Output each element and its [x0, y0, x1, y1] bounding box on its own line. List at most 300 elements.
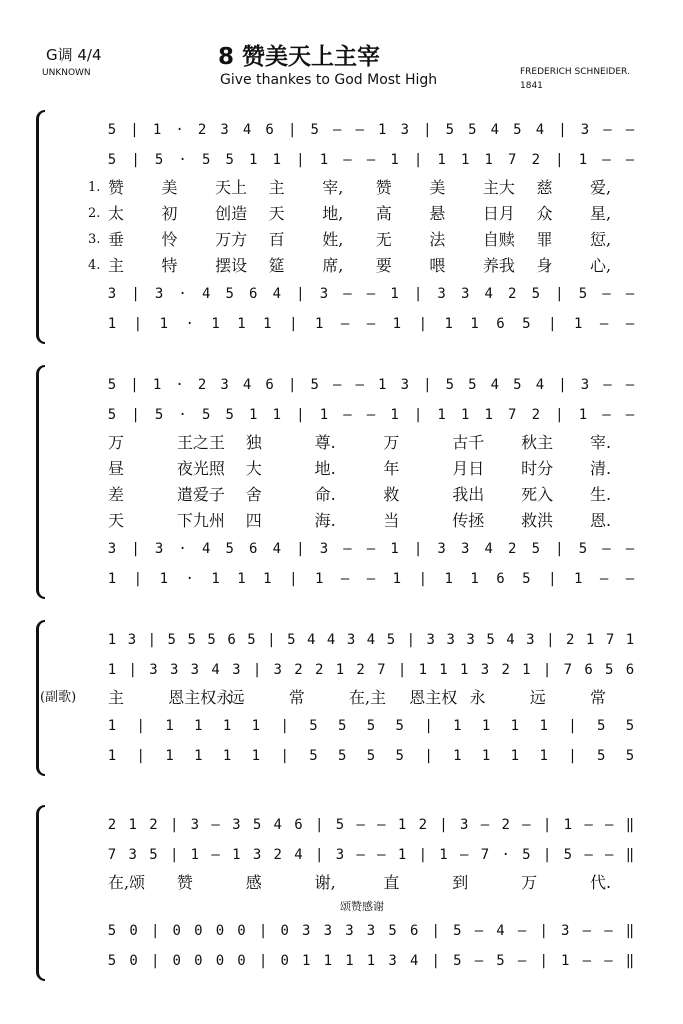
lyric-syllable: 万: [521, 873, 538, 892]
lyric-syllable: 赞: [375, 178, 392, 197]
jianpu-note: 3: [107, 541, 117, 557]
verse-number: 1.: [88, 180, 101, 195]
lyric-syllable: 常: [590, 688, 607, 707]
jianpu-note: —: [603, 122, 612, 138]
jianpu-note: |: [280, 718, 289, 734]
jianpu-note: 7: [107, 847, 117, 863]
jianpu-note: 4: [294, 847, 303, 863]
jianpu-note: 5: [563, 847, 573, 863]
jianpu-note: 3: [128, 847, 137, 863]
jianpu-note: 6: [249, 286, 258, 302]
jianpu-note: ‖: [625, 923, 635, 939]
jianpu-note: 1: [510, 718, 520, 734]
lyric-syllable: 养我: [482, 256, 515, 275]
jianpu-note: 3: [323, 923, 333, 939]
notation-row: [0, 946, 683, 976]
lyric-syllable: 主: [108, 688, 125, 707]
lyric-syllable: 喂: [429, 256, 446, 275]
lyric-syllable: 主: [268, 178, 285, 197]
jianpu-note: —: [474, 953, 484, 969]
jianpu-note: |: [130, 122, 139, 138]
jianpu-note: 1: [159, 316, 169, 332]
jianpu-note: |: [555, 407, 564, 423]
jianpu-note: 1: [390, 152, 399, 168]
lyric-syllable: 在,颂: [108, 873, 146, 892]
jianpu-note: 1: [272, 407, 282, 423]
jianpu-note: —: [377, 847, 386, 863]
jianpu-note: 5: [531, 541, 541, 557]
jianpu-note: —: [604, 923, 613, 939]
lyric-syllable: 罪: [536, 230, 553, 249]
lyric-syllable: 在,主: [349, 688, 387, 707]
jianpu-note: 5: [625, 718, 635, 734]
lyric-syllable: 宰,: [322, 178, 344, 197]
jianpu-note: 4: [242, 377, 252, 393]
jianpu-note: 0: [194, 953, 203, 969]
lyric-syllable: 地,: [322, 204, 344, 223]
jianpu-note: 5: [309, 718, 318, 734]
lyric-syllable: 筵: [268, 256, 285, 275]
jianpu-note: —: [625, 152, 635, 168]
jianpu-note: |: [413, 541, 423, 557]
lyric-syllable: 怜: [161, 230, 178, 249]
harmony-lyric: 颂赞感谢: [340, 900, 384, 913]
jianpu-note: 5: [287, 632, 296, 648]
jianpu-note: 3: [149, 662, 158, 678]
jianpu-note: 5: [187, 632, 196, 648]
system-brace: [36, 110, 45, 344]
jianpu-note: ‖: [625, 953, 635, 969]
lyric-syllable: 夜光照: [176, 459, 225, 478]
jianpu-note: |: [131, 152, 140, 168]
jianpu-note: |: [539, 953, 548, 969]
jianpu-note: |: [423, 122, 432, 138]
jianpu-note: —: [522, 817, 531, 833]
jianpu-note: |: [289, 316, 298, 332]
jianpu-note: 5: [107, 923, 117, 939]
lyric-syllable: 自赎: [482, 230, 515, 249]
jianpu-note: 1: [152, 122, 162, 138]
lyric-syllable: 海.: [314, 511, 336, 530]
jianpu-note: —: [603, 377, 612, 393]
jianpu-note: 5: [625, 748, 635, 764]
jianpu-note: |: [413, 152, 423, 168]
jianpu-note: 0: [194, 923, 203, 939]
jianpu-note: 5: [496, 953, 505, 969]
jianpu-note: 3: [466, 632, 475, 648]
jianpu-note: |: [131, 541, 140, 557]
jianpu-note: 1: [335, 662, 345, 678]
jianpu-note: 1: [481, 718, 491, 734]
lyric-syllable: 传拯: [452, 511, 485, 530]
jianpu-note: 2: [418, 817, 428, 833]
jianpu-note: 1: [460, 407, 470, 423]
jianpu-note: |: [539, 923, 548, 939]
lyric-syllable: 太: [108, 204, 125, 223]
jianpu-note: 2: [531, 152, 541, 168]
jianpu-note: |: [131, 407, 140, 423]
jianpu-note: 3: [107, 286, 117, 302]
verse-number: 2.: [88, 206, 101, 221]
jianpu-note: —: [582, 953, 592, 969]
notation-row: [0, 309, 683, 339]
jianpu-note: |: [558, 122, 567, 138]
jianpu-note: |: [413, 286, 423, 302]
jianpu-note: —: [343, 541, 352, 557]
jianpu-note: —: [584, 847, 593, 863]
lyric-syllable: 四: [245, 511, 262, 530]
jianpu-note: 1: [237, 571, 246, 587]
jianpu-note: |: [136, 748, 145, 764]
lyric-syllable: 星,: [590, 204, 612, 223]
jianpu-note: 4: [496, 923, 505, 939]
jianpu-note: 4: [201, 541, 211, 557]
jianpu-note: |: [542, 847, 552, 863]
jianpu-note: |: [314, 817, 324, 833]
jianpu-note: ·: [185, 316, 194, 332]
jianpu-note: 5: [445, 377, 455, 393]
jianpu-note: 1: [378, 377, 387, 393]
jianpu-note: 1: [397, 817, 407, 833]
jianpu-note: |: [418, 847, 428, 863]
jianpu-note: 5: [453, 953, 462, 969]
jianpu-note: 5: [207, 632, 216, 648]
lyric-syllable: 大: [245, 459, 262, 478]
lyric-syllable: 感: [245, 873, 262, 892]
jianpu-note: 3: [437, 286, 446, 302]
lyric-syllable: 天: [108, 511, 125, 530]
jianpu-note: |: [413, 407, 423, 423]
jianpu-note: —: [332, 122, 342, 138]
jianpu-note: 4: [490, 122, 500, 138]
jianpu-note: 3: [252, 847, 262, 863]
lyric-syllable: 天上: [215, 178, 248, 197]
jianpu-note: 3: [460, 286, 470, 302]
jianpu-note: 5: [513, 377, 522, 393]
lyric-syllable: 主大: [482, 178, 515, 197]
jianpu-note: 5: [149, 847, 158, 863]
jianpu-note: 1: [378, 122, 387, 138]
jianpu-note: |: [128, 662, 137, 678]
notation-row: [0, 916, 683, 946]
jianpu-note: —: [355, 122, 364, 138]
lyric-syllable: 赞: [176, 873, 193, 892]
jianpu-note: 3: [127, 632, 137, 648]
jianpu-note: 1: [211, 571, 220, 587]
jianpu-note: |: [568, 718, 577, 734]
jianpu-note: 2: [197, 377, 207, 393]
jianpu-note: —: [356, 817, 365, 833]
jianpu-note: 1: [345, 953, 354, 969]
lyric-syllable: 爱,: [590, 178, 612, 197]
jianpu-note: 3: [346, 632, 356, 648]
jianpu-note: 1: [107, 662, 117, 678]
jianpu-note: 2: [149, 817, 158, 833]
jianpu-note: —: [340, 316, 350, 332]
notation-row: [0, 711, 683, 741]
jianpu-note: 1: [165, 748, 174, 764]
jianpu-note: 3: [220, 122, 229, 138]
jianpu-note: 6: [625, 662, 635, 678]
jianpu-note: 5: [225, 286, 234, 302]
jianpu-note: 1: [453, 718, 462, 734]
jianpu-note: |: [296, 152, 305, 168]
jianpu-note: 5: [522, 571, 531, 587]
notation-row: [0, 115, 683, 145]
lyric-syllable: 死入: [521, 485, 554, 504]
jianpu-note: —: [602, 152, 611, 168]
lyric-syllable: 美: [429, 178, 446, 197]
jianpu-note: |: [258, 923, 268, 939]
jianpu-note: |: [418, 316, 428, 332]
lyric-syllable: 主: [108, 256, 125, 275]
lyric-syllable: 摆设: [215, 256, 248, 275]
jianpu-note: —: [366, 316, 376, 332]
jianpu-note: 5: [107, 953, 117, 969]
jianpu-note: 6: [227, 632, 236, 648]
jianpu-note: ·: [178, 541, 187, 557]
lyric-syllable: 王之王: [176, 433, 225, 452]
jianpu-note: 1: [390, 407, 399, 423]
jianpu-note: 1: [107, 718, 117, 734]
verse-number: 4.: [88, 258, 101, 273]
jianpu-note: |: [133, 571, 143, 587]
jianpu-note: 3: [388, 953, 397, 969]
jianpu-note: —: [340, 571, 350, 587]
jianpu-note: ·: [501, 847, 510, 863]
lyric-syllable: 要: [375, 256, 392, 275]
jianpu-note: 1: [319, 407, 329, 423]
jianpu-note: 4: [273, 817, 282, 833]
jianpu-note: ·: [178, 152, 187, 168]
jianpu-note: |: [289, 571, 298, 587]
jianpu-note: —: [602, 286, 611, 302]
jianpu-note: 6: [584, 662, 593, 678]
jianpu-note: —: [343, 286, 352, 302]
jianpu-note: 4: [242, 122, 252, 138]
jianpu-note: 1: [263, 571, 272, 587]
jianpu-note: 1: [190, 847, 200, 863]
lyric-syllable: 愆,: [590, 230, 612, 249]
jianpu-note: 1: [194, 748, 203, 764]
jianpu-note: 3: [273, 662, 282, 678]
jianpu-note: 5: [107, 152, 117, 168]
jianpu-note: 7: [563, 662, 573, 678]
jianpu-note: 1: [272, 152, 282, 168]
jianpu-note: 1: [561, 953, 570, 969]
jianpu-note: —: [625, 571, 635, 587]
jianpu-note: 0: [215, 953, 225, 969]
jianpu-note: 2: [566, 632, 575, 648]
jianpu-note: |: [287, 377, 297, 393]
jianpu-note: 1: [481, 748, 491, 764]
lyric-syllable: 月日: [452, 459, 485, 478]
jianpu-note: 0: [280, 953, 289, 969]
jianpu-note: 2: [508, 541, 517, 557]
hymn-subtitle: Give thankes to God Most High: [220, 72, 438, 88]
jianpu-note: 1: [222, 748, 232, 764]
jianpu-note: —: [480, 817, 490, 833]
jianpu-note: 3: [335, 847, 345, 863]
jianpu-note: |: [555, 152, 564, 168]
jianpu-note: 6: [496, 571, 505, 587]
jianpu-note: 2: [501, 662, 510, 678]
jianpu-note: 5: [225, 541, 234, 557]
jianpu-note: 3: [400, 377, 409, 393]
jianpu-note: |: [136, 718, 145, 734]
jianpu-note: 1: [578, 152, 588, 168]
jianpu-note: 1: [366, 953, 376, 969]
jianpu-note: —: [582, 923, 592, 939]
jianpu-note: —: [625, 377, 635, 393]
jianpu-note: 5: [388, 923, 397, 939]
jianpu-note: ‖: [625, 817, 635, 833]
jianpu-note: 1: [107, 632, 117, 648]
jianpu-note: 5: [154, 407, 164, 423]
jianpu-note: 5: [395, 748, 404, 764]
lyric-syllable: 年: [383, 459, 400, 478]
jianpu-note: 1: [392, 571, 402, 587]
notation-row: [0, 564, 683, 594]
jianpu-note: |: [280, 748, 289, 764]
jianpu-note: 3: [190, 662, 200, 678]
jianpu-note: 2: [356, 662, 365, 678]
jianpu-note: 1: [510, 748, 520, 764]
jianpu-note: 3: [319, 286, 329, 302]
jianpu-note: 2: [107, 817, 117, 833]
system-brace: [36, 365, 45, 599]
lyric-syllable: 众: [536, 204, 553, 223]
jianpu-note: ·: [178, 407, 187, 423]
jianpu-note: 1: [439, 847, 448, 863]
notation-row: [0, 625, 683, 655]
jianpu-note: 1: [539, 748, 548, 764]
jianpu-note: 5: [386, 632, 396, 648]
jianpu-note: |: [258, 953, 268, 969]
jianpu-note: 5: [531, 286, 541, 302]
jianpu-note: |: [548, 571, 557, 587]
lyric-syllable: 到: [452, 873, 469, 892]
jianpu-note: 1: [470, 316, 479, 332]
lyric-syllable: 差: [108, 485, 125, 504]
jianpu-note: 1: [107, 748, 117, 764]
jianpu-note: ‖: [625, 847, 635, 863]
lyric-syllable: 独: [245, 433, 262, 452]
jianpu-note: 4: [506, 632, 515, 648]
jianpu-note: 4: [211, 662, 220, 678]
jianpu-note: |: [252, 662, 262, 678]
lyric-syllable: 美: [161, 178, 178, 197]
jianpu-note: 1: [390, 541, 399, 557]
jianpu-note: —: [599, 316, 609, 332]
jianpu-note: 1: [460, 662, 469, 678]
jianpu-note: 1: [437, 407, 446, 423]
jianpu-note: 6: [265, 377, 274, 393]
jianpu-note: 3: [169, 662, 179, 678]
jianpu-note: 5: [201, 152, 211, 168]
lyric-syllable: 舍: [245, 485, 262, 504]
jianpu-note: 3: [220, 377, 229, 393]
jianpu-note: 1: [539, 718, 548, 734]
jianpu-note: 1: [563, 817, 573, 833]
jianpu-note: 5: [167, 632, 176, 648]
jianpu-note: 1: [165, 718, 174, 734]
jianpu-note: |: [267, 632, 276, 648]
author-label: UNKNOWN: [42, 68, 91, 78]
jianpu-note: 4: [484, 541, 493, 557]
jianpu-note: 3: [580, 122, 590, 138]
jianpu-note: 1: [251, 718, 261, 734]
jianpu-note: |: [431, 923, 440, 939]
jianpu-note: 3: [580, 377, 590, 393]
lyric-syllable: 谢,: [314, 873, 336, 892]
jianpu-note: —: [625, 407, 635, 423]
lyric-syllable: 身: [536, 256, 553, 275]
jianpu-note: —: [605, 817, 614, 833]
jianpu-note: |: [568, 748, 577, 764]
jianpu-note: 3: [561, 923, 570, 939]
jianpu-note: 2: [294, 662, 303, 678]
jianpu-note: 3: [460, 817, 469, 833]
jianpu-note: 6: [496, 316, 505, 332]
lyric-syllable: 垂: [108, 230, 125, 249]
jianpu-note: 2: [531, 407, 541, 423]
jianpu-note: 3: [426, 632, 435, 648]
lyric-syllable: 无: [375, 230, 392, 249]
jianpu-note: |: [555, 541, 564, 557]
jianpu-note: 1: [573, 571, 583, 587]
jianpu-note: 5: [453, 923, 462, 939]
lyric-syllable: 创造: [215, 204, 248, 223]
lyric-syllable: 昼: [108, 459, 125, 478]
jianpu-note: |: [542, 817, 552, 833]
lyric-syllable: 百: [268, 230, 285, 249]
lyric-syllable: 慈: [536, 178, 553, 197]
lyric-syllable: 席,: [322, 256, 344, 275]
jianpu-note: 4: [272, 541, 282, 557]
jianpu-note: 5: [310, 377, 319, 393]
jianpu-note: 1: [159, 571, 169, 587]
lyric-syllable: 万: [108, 433, 125, 452]
notation-row: [0, 810, 683, 840]
jianpu-note: —: [517, 923, 527, 939]
jianpu-note: |: [397, 662, 407, 678]
jianpu-note: 3: [400, 122, 409, 138]
lyric-syllable: 我出: [452, 485, 485, 504]
lyric-syllable: 命.: [314, 485, 336, 504]
jianpu-note: 5: [578, 286, 588, 302]
lyric-syllable: 赞: [108, 178, 125, 197]
jianpu-note: —: [366, 571, 376, 587]
jianpu-note: |: [439, 817, 448, 833]
jianpu-note: 3: [526, 632, 535, 648]
jianpu-note: 5: [107, 122, 117, 138]
jianpu-note: —: [343, 407, 352, 423]
jianpu-note: 5: [578, 541, 588, 557]
jianpu-note: 5: [201, 407, 211, 423]
jianpu-note: |: [133, 316, 143, 332]
jianpu-note: 4: [409, 953, 419, 969]
jianpu-note: 1: [222, 718, 232, 734]
jianpu-note: 1: [232, 847, 241, 863]
notation-row: [0, 370, 683, 400]
jianpu-note: 4: [307, 632, 316, 648]
jianpu-note: ·: [175, 122, 184, 138]
jianpu-note: 1: [522, 662, 531, 678]
jianpu-note: 5: [309, 748, 318, 764]
jianpu-note: 5: [468, 377, 477, 393]
jianpu-note: —: [211, 817, 220, 833]
